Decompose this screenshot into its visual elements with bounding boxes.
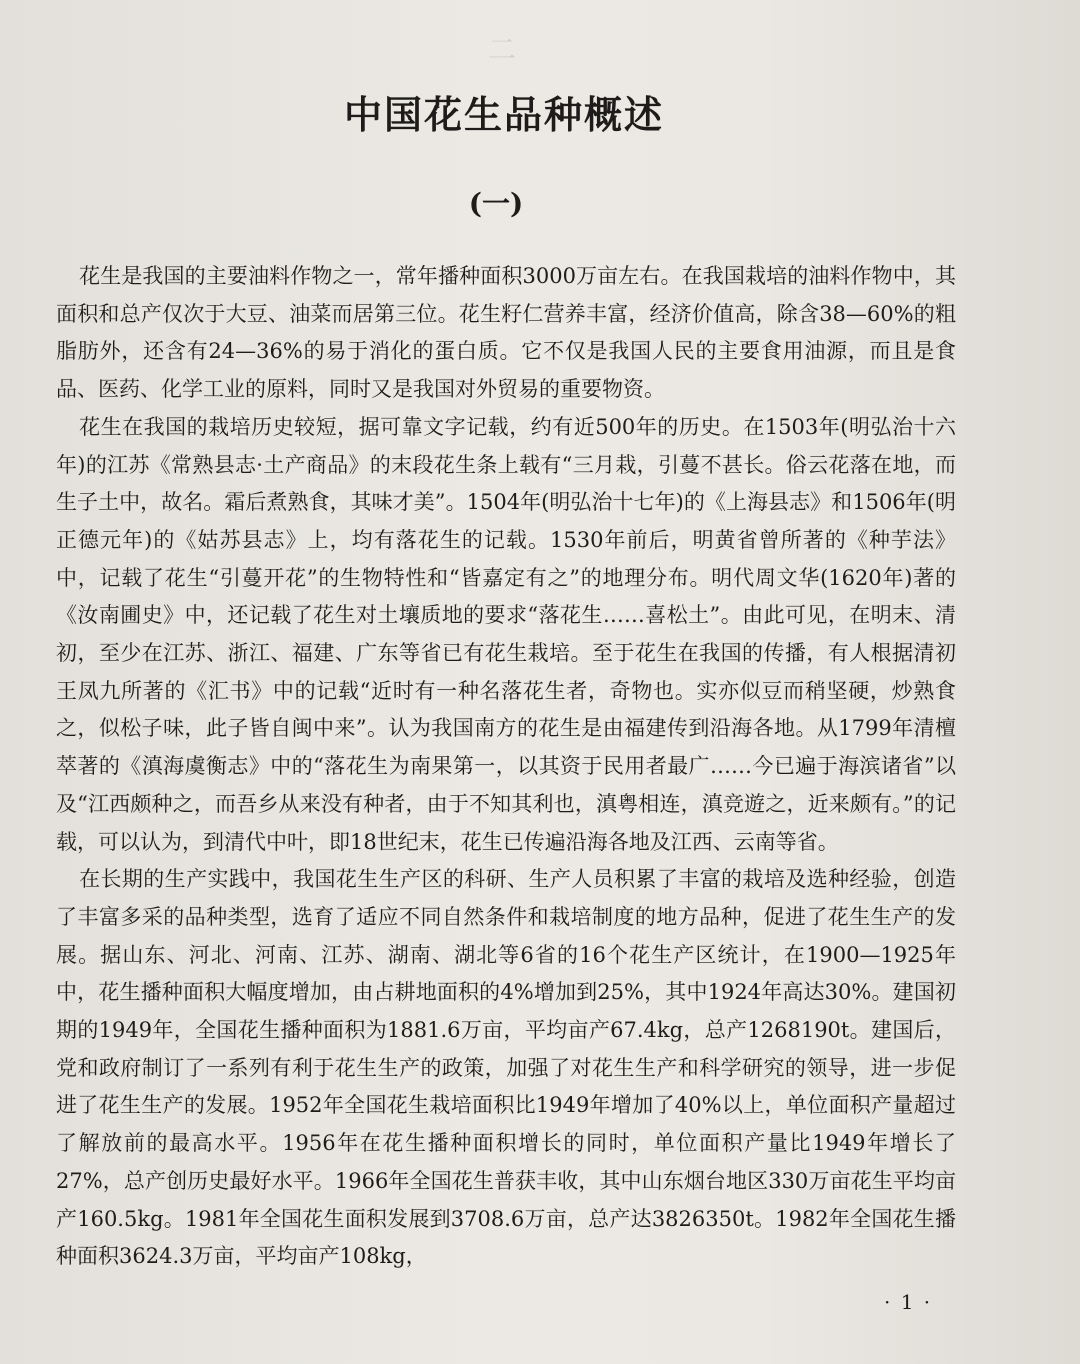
body-text xyxy=(56,258,956,1276)
page-title: 中国花生品种概述 xyxy=(343,92,664,137)
section-heading: (一) xyxy=(468,187,524,220)
paragraph-1: 花生是我国的主要油料作物之一，常年播种面积3000万亩左右。在我国栽培的油料作物中，其面积和总产仅次于大豆、油菜而居第三位。花生籽仁营养丰富，经济价值高，除含38—60%的粗脂肪外，还含有24—36%的易于消化的蛋白质。它不仅是我国人民的主要食用油源，而且是食品、医药、化学工业的原料，同时又是我国对外贸易的重要物资。 xyxy=(56,264,956,402)
page-number: · 1 · xyxy=(884,1290,933,1314)
paragraph-3: 在长期的生产实践中，我国花生生产区的科研、生产人员积累了丰富的栽培及选种经验，创造了丰富多采的品种类型，选育了适应不同自然条件和栽培制度的地方品种，促进了花生生产的发展。据山东、河北、河南、江苏、湖南、湖北等6省的16个花生产区统计，在1900—1925年中，花生播种面积大幅度增加，由占耕地面积的4%增加到25%，其中1924年高达30%。建国初期的1949年，全国花生播种面积为1881.6万亩，平均亩产67.4kg，总产1268190t。建国后，党和政府制订了一系列有利于花生生产的政策，加强了对花生生产和科学研究的领导，进一步促进了花生生产的发展。1952年全国花生栽培面积比1949年增加了40%以上，单位面积产量超过了解放前的最高水平。1956年在花生播种面积增长的同时，单位面积产量比1949年增长了27%，总产创历史最好水平。1966年全国花生普获丰收，其中山东烟台地区330万亩花生平均亩产160.5kg。1981年全国花生面积发展到3708.6万亩，总产达3826350t。1982年全国花生播种面积3624.3万亩，平均亩产108kg， xyxy=(56,867,956,1269)
paragraph-2: 花生在我国的栽培历史较短，据可靠文字记载，约有近500年的历史。在1503年(明弘治十六年)的江苏《常熟县志·土产商品》的末段花生条上载有“三月栽，引蔓不甚长。俗云花落在地，而生子土中，故名。霜后煮熟食，其味才美”。1504年(明弘治十七年)的《上海县志》和1506年(明正德元年)的《姑苏县志》上，均有落花生的记载。1530年前后，明黄省曾所著的《种芋法》中，记载了花生“引蔓开花”的生物特性和“皆嘉定有之”的地理分布。明代周文华(1620年)著的《汝南圃史》中，还记载了花生对土壤质地的要求“落花生……喜松土”。由此可见，在明末、清初，至少在江苏、浙江、福建、广东等省已有花生栽培。至于花生在我国的传播，有人根据清初王凤九所著的《汇书》中的记载“近时有一种名落花生者，奇物也。实亦似豆而稍坚硬，炒熟食之，似松子味，此子皆自闽中来”。认为我国南方的花生是由福建传到沿海各地。从1799年清檀萃著的《滇海虞衡志》中的“落花生为南果第一，以其资于民用者最广……今已遍于海滨诸省”以及“江西颇种之，而吾乡从来没有种者，由于不知其利也，滇粤相连，滇竞遊之，近来颇有。”的记载，可以认为，到清代中叶，即18世纪末，花生已传遍沿海各地及江西、云南等省。 xyxy=(56,414,956,854)
bleed-through-mark: 二 xyxy=(487,33,516,66)
